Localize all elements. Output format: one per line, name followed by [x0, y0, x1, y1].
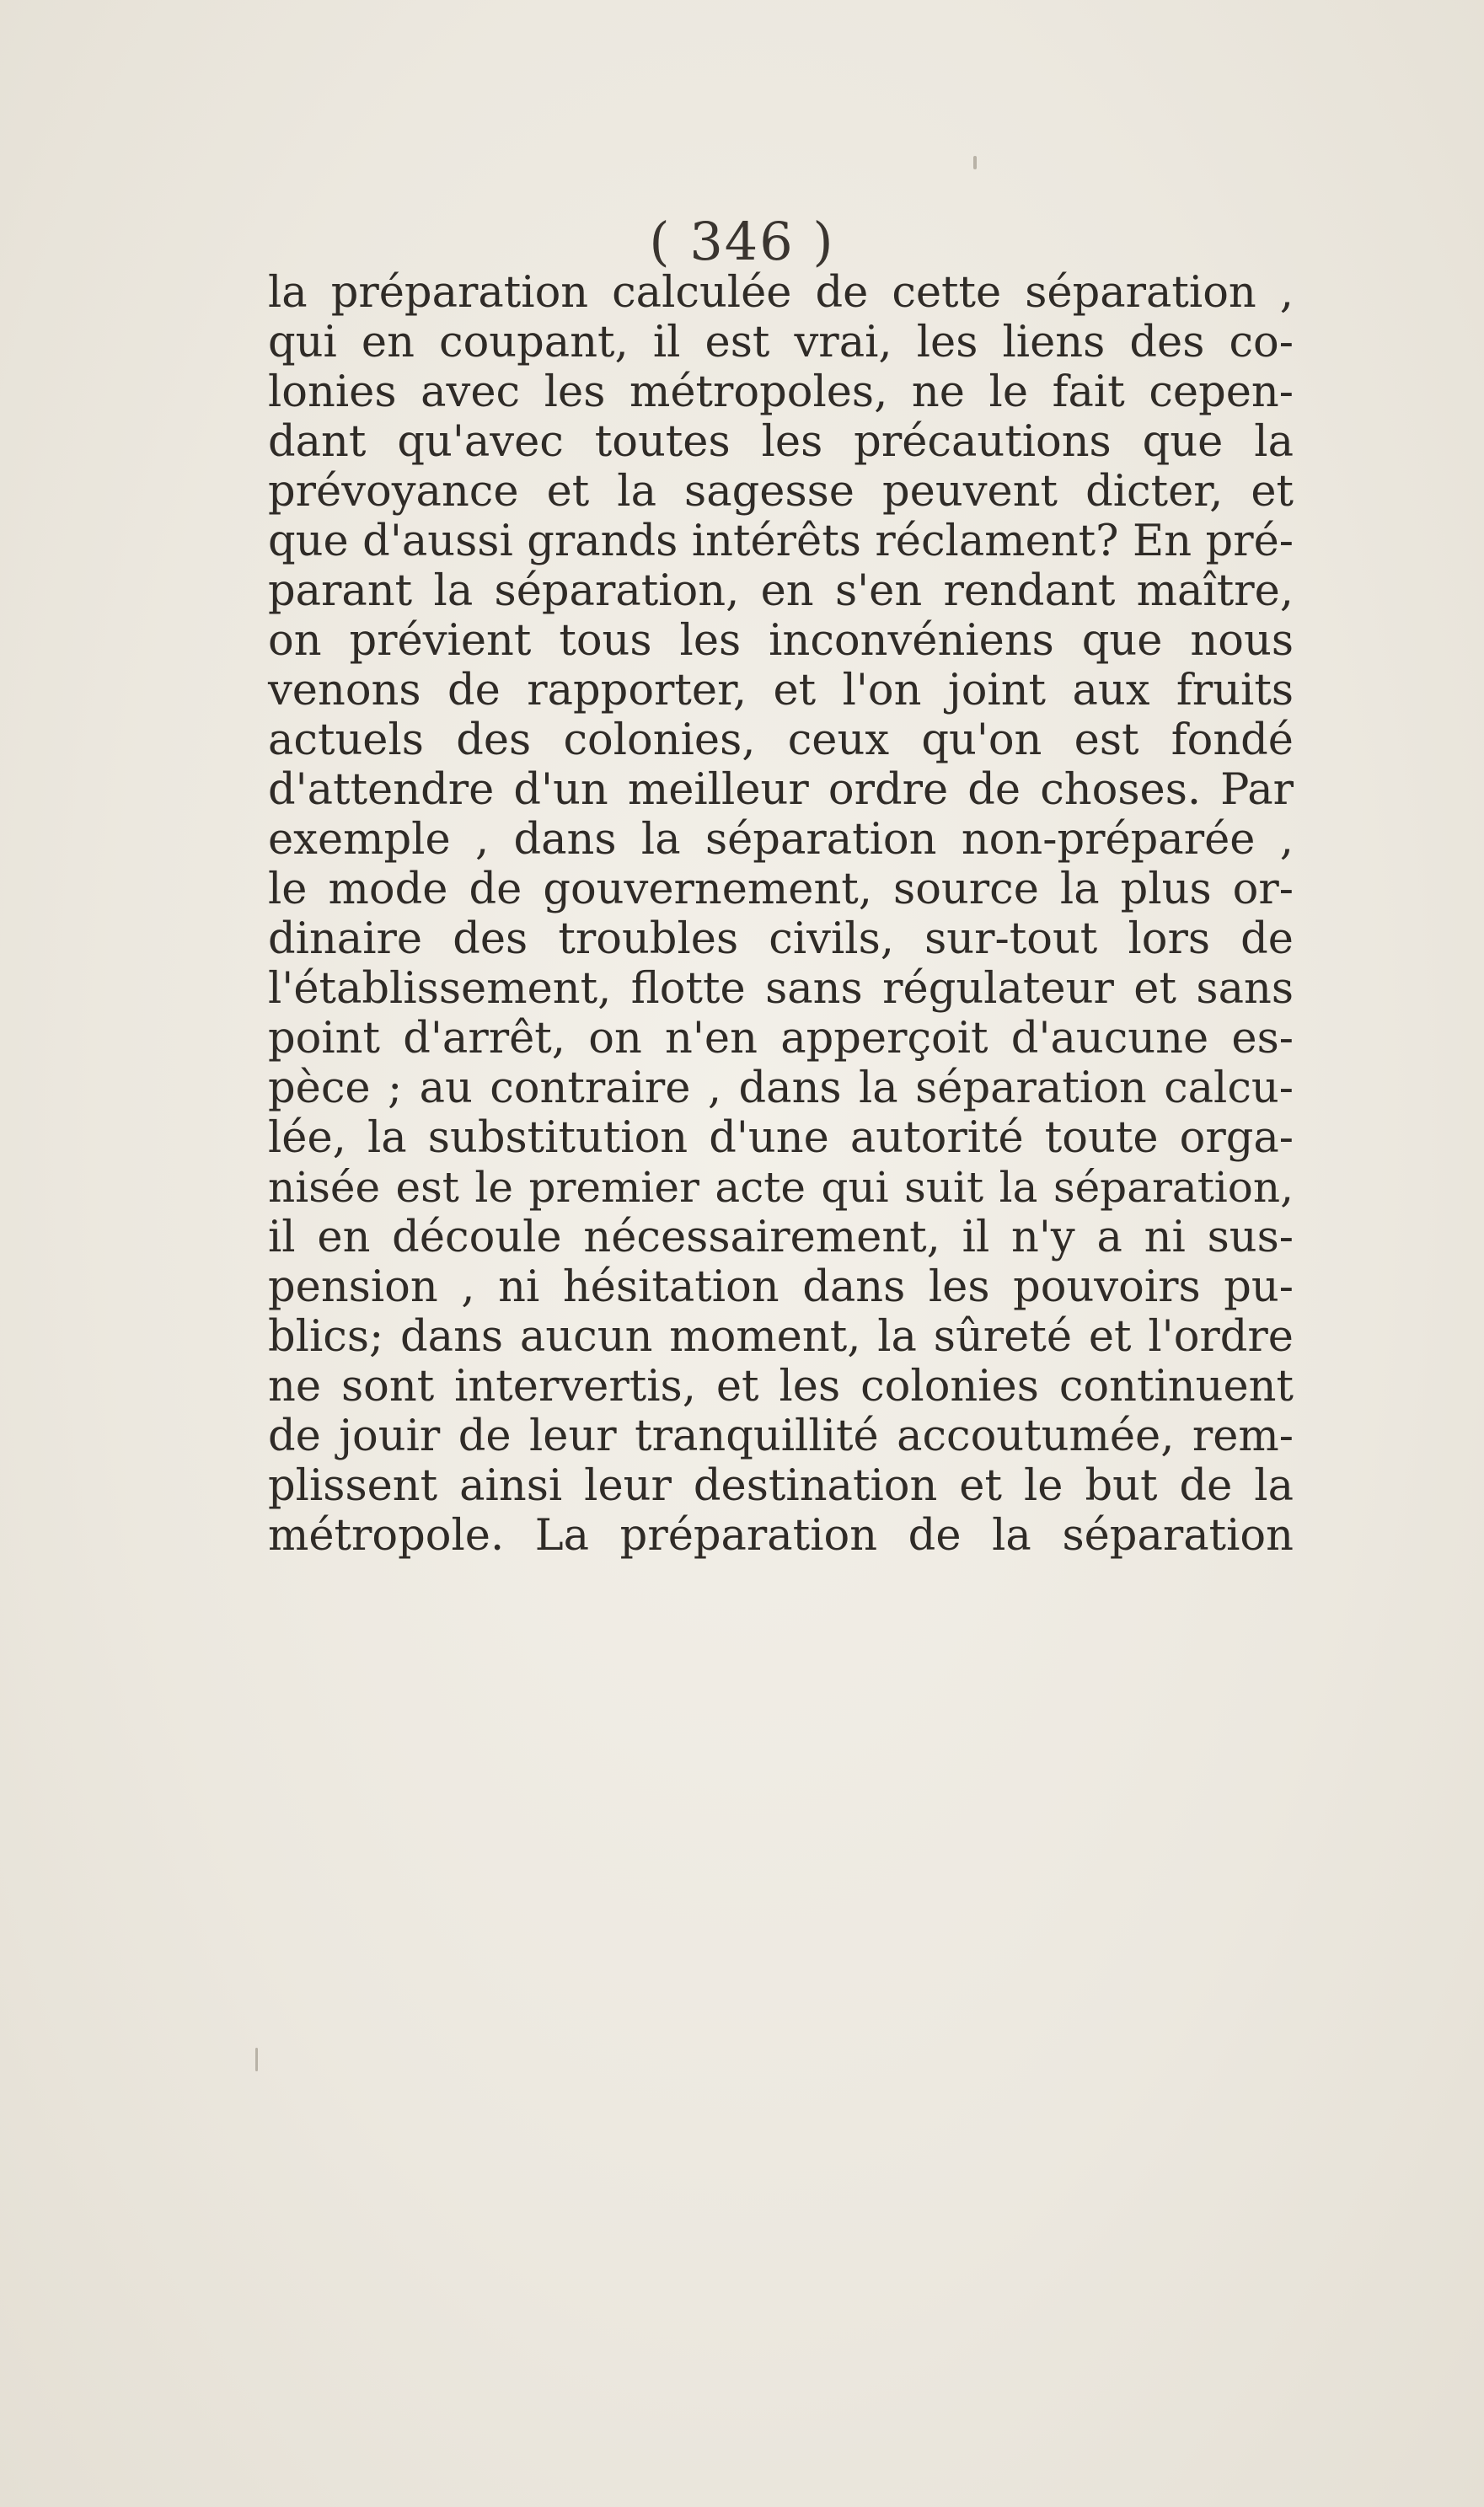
- text-line: dant qu'avec toutes les précautions que la: [268, 417, 1294, 467]
- text-line: lonies avec les métropoles, ne le fait cepen-: [268, 367, 1294, 417]
- paper-speck: [255, 2048, 258, 2071]
- text-line: de jouir de leur tranquillité accoutumée, rem-: [268, 1412, 1294, 1461]
- text-line: le mode de gouvernement, source la plus or-: [268, 865, 1294, 914]
- text-line: point d'arrêt, on n'en apperçoit d'aucune es-: [268, 1014, 1294, 1063]
- text-line: il en découle nécessairement, il n'y a ni sus-: [268, 1213, 1294, 1262]
- text-line: ne sont intervertis, et les colonies continuent: [268, 1362, 1294, 1412]
- text-line: blics; dans aucun moment, la sûreté et l'ordre: [268, 1312, 1294, 1362]
- text-line: métropole. La préparation de la séparation: [268, 1511, 1294, 1561]
- text-line: on prévient tous les inconvéniens que nous: [268, 616, 1294, 666]
- text-line: pèce ; au contraire , dans la séparation calcu-: [268, 1063, 1294, 1113]
- text-line: qui en coupant, il est vrai, les liens des co-: [268, 318, 1294, 367]
- text-line: lée, la substitution d'une autorité toute orga-: [268, 1113, 1294, 1163]
- text-line: l'établissement, flotte sans régulateur et sans: [268, 964, 1294, 1014]
- text-line: nisée est le premier acte qui suit la séparation,: [268, 1163, 1294, 1212]
- text-line: parant la séparation, en s'en rendant maître,: [268, 566, 1294, 616]
- page-number: ( 346 ): [649, 211, 835, 272]
- text-line: exemple , dans la séparation non-préparée ,: [268, 815, 1294, 865]
- text-line: la préparation calculée de cette séparation ,: [268, 268, 1294, 318]
- text-line: que d'aussi grands intérêts réclament? En pré-: [268, 517, 1294, 566]
- text-line: actuels des colonies, ceux qu'on est fondé: [268, 715, 1294, 765]
- text-line: plissent ainsi leur destination et le but de la: [268, 1461, 1294, 1511]
- text-line: venons de rapporter, et l'on joint aux fruits: [268, 666, 1294, 715]
- text-line: d'attendre d'un meilleur ordre de choses. Par: [268, 765, 1294, 815]
- text-line: dinaire des troubles civils, sur-tout lors de: [268, 914, 1294, 964]
- text-line: prévoyance et la sagesse peuvent dicter, et: [268, 467, 1294, 517]
- paper-speck: [973, 156, 977, 169]
- body-text: [268, 268, 1294, 1561]
- text-line: pension , ni hésitation dans les pouvoirs pu-: [268, 1262, 1294, 1312]
